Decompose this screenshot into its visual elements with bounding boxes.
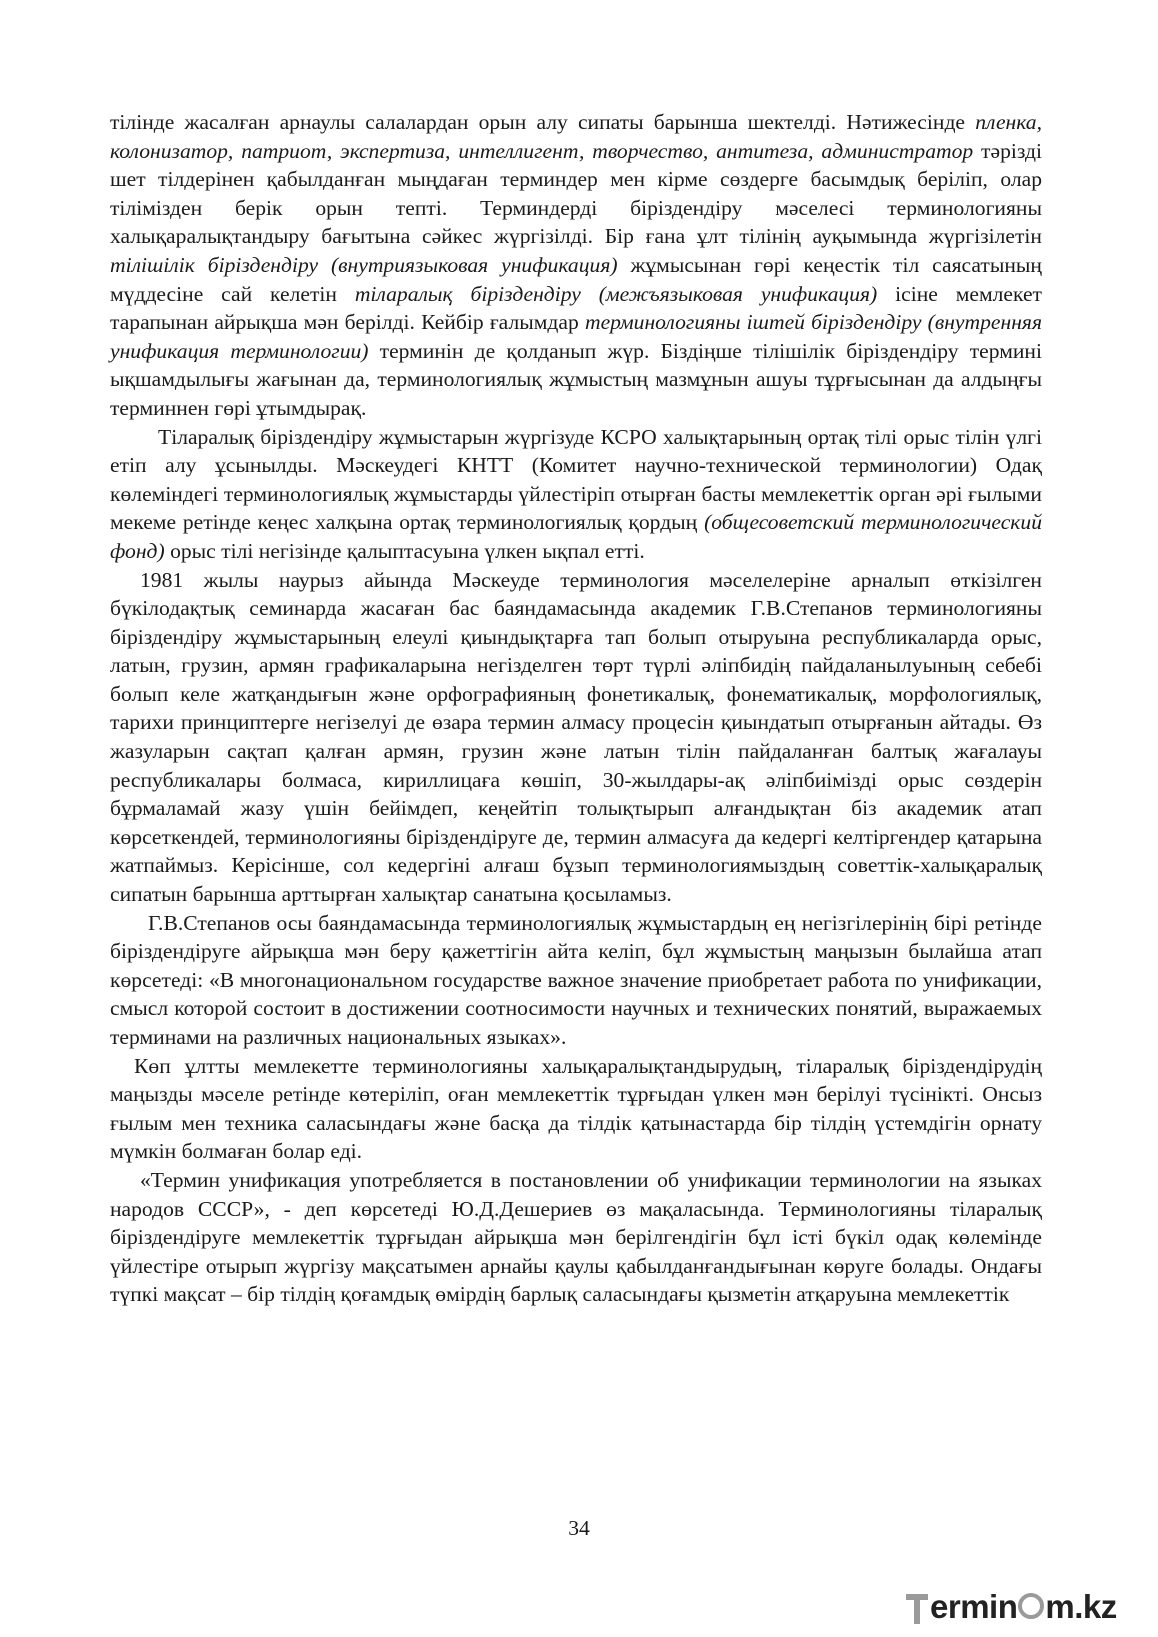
text-run: 1981 жылы наурыз айында Мәскеуде терминология мәселелеріне арналып өткізілген бүкілодақтық семинарда жасаған бас баяндамасында академик Г.В.Степанов терминологияны біріздендіру жұмыстарының елеулі қиындықтарға тап болып отыруына республикаларда орыс, латын, грузин, армян графикаларына негізделген төрт түрлі әліпбидің пайдаланылуының себебі болып келе жатқандығын және орфографияның фонетикалық, фонематикалық, морфологиялық, тарихи принциптерге негізелуі де өзара термин алмасу процесін қиындатып отырғанын айтады. Өз жазуларын сақтап қалған армян, грузин және латын тілін пайдаланған балтық жағалауы республикалары болмаса, кириллицаға көшіп, 30-жылдары-ақ әліпбиімізді орыс сөздерін бұрмаламай жазу үшін бейімдеп, кеңейтіп толықтырып алғандықтан біз академик атап көрсеткендей, терминологияны біріздендіруге де, термин алмасуға да кедергі келтіргендер қатарына жатпаймыз. Керісінше, сол кедергіні алғаш бұзып терминологиямыздың советтік-халықаралық сипатын барынша арттырған халықтар санатына қосыламыз. (110, 567, 1042, 907)
o-ring-icon (1018, 1593, 1044, 1619)
italic-term: терминологияны іштей біріздендіру (внутренняя унификация терминологии) (110, 310, 1042, 363)
paragraph-1 (110, 108, 1042, 423)
paragraph-3 (110, 566, 1042, 909)
text-run: ісіне мемлекет тарапынан айрықша мән берілді. Кейбір ғалымдар (110, 281, 1042, 335)
t-letter-icon (906, 1590, 930, 1626)
logo-text-part1: ermin (930, 1588, 1018, 1625)
paragraph-5 (110, 1052, 1042, 1166)
text-run: Көп ұлтты мемлекетте терминологияны халықаралықтандырудың, тіларалық біріздендірудің маңызды мәселе ретінде көтеріліп, оған мемлекеттік тұрғыдан үлкен мән берілуі түсінікті. Онсыз ғылым мен техника саласындағы және басқа да тілдік қатынастарда бір тілдің үстемдігін орнату мүмкін болмаған болар еді. (110, 1053, 1042, 1164)
italic-term: пленка, колонизатор, патриот, экспертиза, интеллигент, творчество, антитеза, администратор (110, 110, 1042, 163)
italic-term: тілішілік біріздендіру (внутриязыковая унификация) (110, 252, 618, 277)
paragraph-4 (110, 909, 1042, 1052)
text-run: тілінде жасалған арнаулы салалардан орын алу сипаты барынша шектелді. Нәтижесінде (110, 110, 976, 134)
page-number: 34 (568, 1516, 590, 1540)
text-run: тәрізді шет тілдерінен қабылданған мыңдаған терминдер мен кірме сөздерге басымдық беріліп, олар тілімізден берік орын тепті. Терминдерді біріздендіру мәселесі терминологияны халықаралықтандыру бағытына сәйкес жүргізілді. Бір ғана ұлт тілінің ауқымында жүргізілетін (110, 138, 1042, 249)
logo-text-part2: m.kz (1045, 1588, 1117, 1625)
italic-term: (общесоветский терминологический фонд) (110, 510, 1042, 563)
text-run: Г.В.Степанов осы баяндамасында терминологиялық жұмыстардың ең негізгілерінің бірі ретінде біріздендіруге айрықша мән беру қажеттігін айта келіп, бұл жұмыстың маңызын былайша атап көрсетеді: «В многонациональном государстве важное значение приобретает работа по унификации, смысл которой состоит в достижении соотносимости научных и технических понятий, выражаемых терминами на различных национальных языках». (110, 910, 1042, 1049)
termincom-logo (906, 1588, 1124, 1626)
document-body (110, 108, 1042, 1309)
italic-term: тіларалық біріздендіру (межъязыковая унификация) (354, 281, 878, 306)
text-run: Тіларалық біріздендіру жұмыстарын жүргізуде КСРО халықтарының ортақ тілі орыс тілін үлгі етіп алу ұсынылды. Мәскеудегі КНТТ (Комитет научно-технической терминологии) Одақ көлеміндегі терминологиялық жұмыстарды үйлестіріп отырған басты мемлекеттік орган әрі ғылыми мекеме ретінде кеңес халқына ортақ терминологиялық қордың (110, 424, 1042, 535)
paragraph-6 (110, 1166, 1042, 1309)
paragraph-2 (110, 423, 1042, 566)
text-run: терминін де қолданып жүр. Біздіңше тілішілік біріздендіру термині ықшамдылығы жағынан да, терминологиялық жұмыстың мазмұнын ашуы тұрғысынан да алдыңғы терминнен гөрі ұтымдырақ. (110, 338, 1042, 420)
text-run: «Термин унификация употребляется в постановлении об унификации терминологии на языках народов СССР», - деп көрсетеді Ю.Д.Дешериев өз мақаласында. Терминологияны тіларалық біріздендіруге мемлекеттік тұрғыдан айрықша мән берілгендігін бұл істі бүкіл одақ көлемінде үйлестіре отырып жүргізу мақсатымен арнайы қаулы қабылданғандығынан көруге болады. Ондағы түпкі мақсат – бір тілдің қоғамдық өмірдің барлық саласындағы қызметін атқаруына мемлекеттік (110, 1167, 1042, 1307)
text-run: жұмысынан гөрі кеңестік тіл саясатының мүддесіне сай келетін (110, 252, 1042, 306)
text-run: орыс тілі негізінде қалыптасуына үлкен ықпал етті. (164, 538, 645, 563)
